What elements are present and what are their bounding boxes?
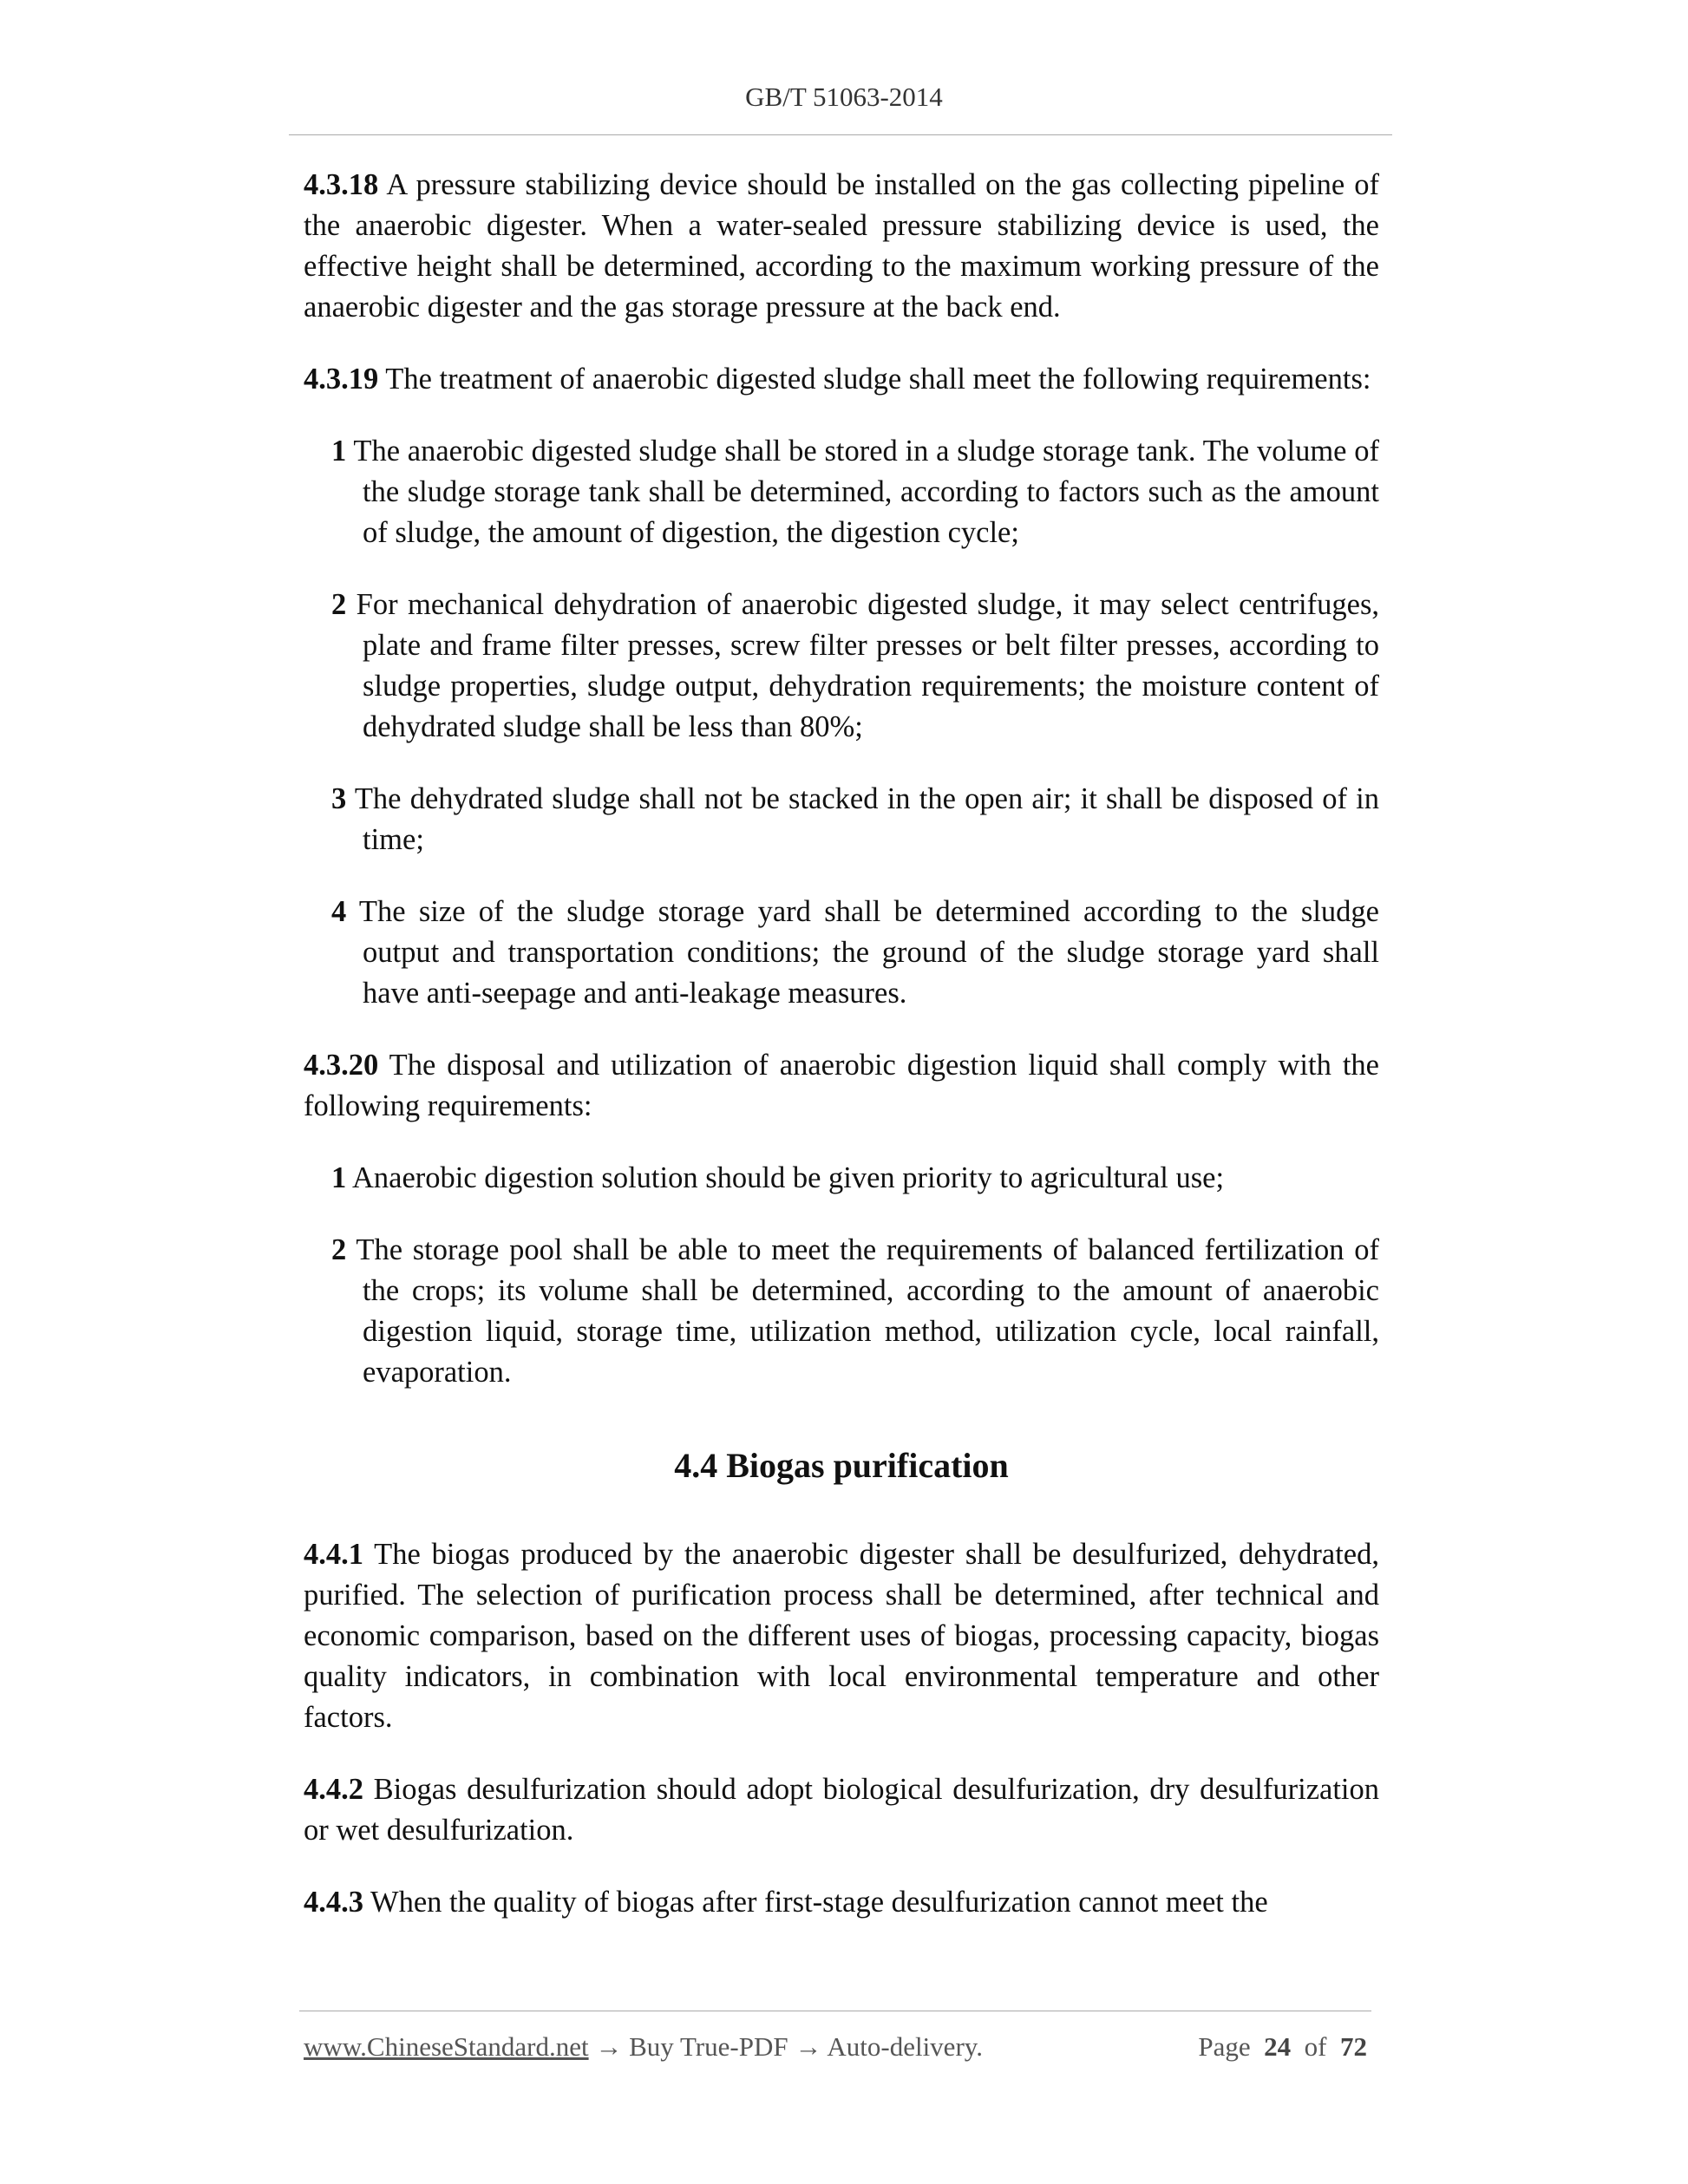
clause-text: The disposal and utilization of anaerobic digestion liquid shall comply with the following requirements: (304, 1049, 1379, 1122)
section-heading: 4.4 Biogas purification (674, 1446, 1009, 1485)
page-counter (1198, 2031, 1367, 2063)
clause-number: 4.4.1 (304, 1538, 363, 1571)
list-item (331, 431, 1379, 553)
page-label: Page (1198, 2031, 1251, 2062)
of-label: of (1304, 2031, 1327, 2062)
list-item (331, 779, 1379, 860)
header-divider (289, 134, 1392, 135)
website-link[interactable]: www.ChineseStandard.net (304, 2031, 589, 2062)
item-text: The dehydrated sludge shall not be stacked in the open air; it shall be disposed of in time; (346, 782, 1379, 856)
clause-text: Biogas desulfurization should adopt biological desulfurization, dry desulfurization or wet desulfurization. (304, 1773, 1379, 1847)
item-text: The storage pool shall be able to meet the requirements of balanced fertilization of the crops; its volume shall be determined, according to the amount of anaerobic digestion liquid, storage time, utilization method, utilization cycle, local rainfall, evaporation. (346, 1233, 1379, 1389)
clause-number: 4.3.19 (304, 363, 379, 396)
item-number: 2 (331, 1233, 347, 1266)
clause-4-3-18 (304, 165, 1379, 328)
clause-4-4-2 (304, 1769, 1379, 1851)
clause-text: The biogas produced by the anaerobic digester shall be desulfurized, dehydrated, purified. The selection of purification process shall be determined, after technical and economic comparison, based on the different uses of biogas, processing capacity, biogas quality indicators, in combination with local environmental temperature and other factors. (304, 1538, 1379, 1734)
item-number: 1 (331, 1161, 347, 1194)
clause-number: 4.4.3 (304, 1886, 363, 1919)
clause-number: 4.3.20 (304, 1049, 379, 1082)
item-number: 1 (331, 435, 347, 468)
footer-left (304, 2031, 983, 2063)
page-header: GB/T 51063-2014 (745, 82, 943, 112)
clause-4-3-20 (304, 1045, 1379, 1127)
item-number: 2 (331, 588, 347, 621)
page-number: 24 (1264, 2031, 1292, 2062)
footer-tagline: → Buy True-PDF → Auto-delivery. (588, 2031, 983, 2062)
clause-4-3-19 (304, 359, 1379, 400)
item-text: For mechanical dehydration of anaerobic digested sludge, it may select centrifuges, plate and frame filter presses, screw filter presses or belt filter presses, according to sludge properties, sludge output, dehydration requirements; the moisture content of dehydrated sludge shall be less than 80%; (346, 588, 1379, 743)
list-item (331, 585, 1379, 748)
list-item (331, 1158, 1379, 1199)
list-item (331, 892, 1379, 1014)
item-number: 4 (331, 895, 347, 928)
item-text: The anaerobic digested sludge shall be stored in a sludge storage tank. The volume of the sludge storage tank shall be determined, according to factors such as the amount of sludge, the amount of digestion, the digestion cycle; (346, 435, 1379, 549)
item-text: Anaerobic digestion solution should be given priority to agricultural use; (346, 1161, 1225, 1194)
document-body (304, 165, 1379, 1954)
page-footer (304, 2031, 1367, 2063)
item-number: 3 (331, 782, 347, 815)
clause-text: A pressure stabilizing device should be installed on the gas collecting pipeline of the anaerobic digester. When a water-sealed pressure stabilizing device is used, the effective height shall be determined, according to the maximum working pressure of the anaerobic digester and the gas storage pressure at the back end. (304, 168, 1379, 324)
clause-4-4-1 (304, 1534, 1379, 1738)
clause-text: The treatment of anaerobic digested sludge shall meet the following requirements: (378, 363, 1371, 396)
clause-number: 4.4.2 (304, 1773, 363, 1806)
clause-text: When the quality of biogas after first-stage desulfurization cannot meet the (363, 1886, 1268, 1919)
clause-4-4-3 (304, 1882, 1379, 1923)
item-text: The size of the sludge storage yard shall be determined according to the sludge output and transportation conditions; the ground of the sludge storage yard shall have anti-seepage and anti-leakage measures. (346, 895, 1379, 1010)
page-total: 72 (1340, 2031, 1367, 2062)
clause-number: 4.3.18 (304, 168, 379, 201)
list-item (331, 1230, 1379, 1393)
